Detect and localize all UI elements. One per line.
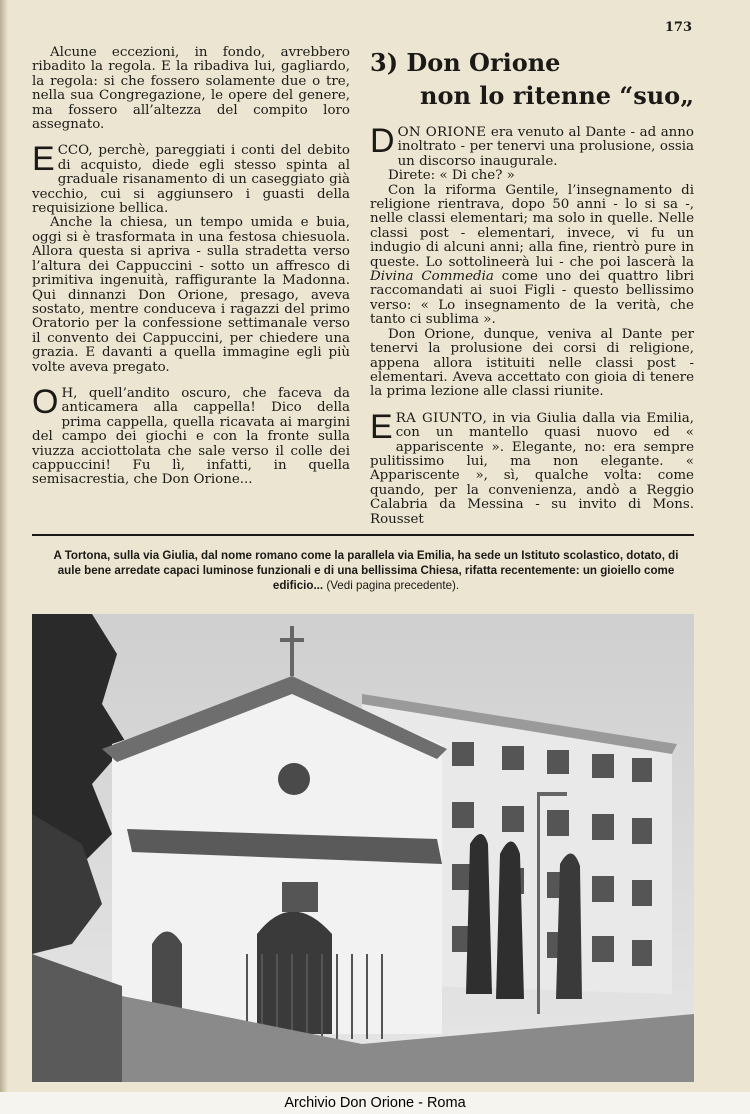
drop-cap: E: [32, 140, 55, 179]
left-paragraph-2: ECCO, perchè, pareggiati i conti del debito di acquisto, diede egli stesso spinta al graduale risanamento di un caseggiato già vecchio, cui si aggiunsero i guasti della requisizione bellica.: [32, 140, 350, 217]
photo-caption: A Tortona, sulla via Giulia, dal nome romano come la parallela via Emilia, ha sede un Istituto scolastico, dotato, di aule bene arredate capaci luminose funzionali e di una bellissima Chiesa, rifatta recentemente: un gioiello come edificio... (Vedi pagina precedente).: [53, 549, 679, 592]
heading-line-2: non lo ritenne “suo„: [420, 81, 694, 110]
article-heading: [370, 46, 694, 112]
archive-footer: Archivio Don Orione - Roma: [284, 1095, 466, 1111]
heading-line-1: 3) Don Orione: [370, 48, 561, 77]
left-column: [32, 46, 350, 488]
church-building-photo: [32, 614, 694, 1082]
right-paragraph-4: Don Orione, dunque, veniva al Dante per tenervi la prolusione dei corsi di religione, appena allora istituiti nelle classi post - elementari. Aveva accettato con gioia di tenere la prima lezione alle classi riunite.: [370, 326, 694, 400]
right-paragraph-5: ERA GIUNTO, in via Giulia dalla via Emilia, con un mantello quasi nuovo ed « appariscente ». Elegante, no: era sempre pulitissimo lui, ma non elegante. « Appariscente », sì, qualche volta: come quando, per la convenienza, andò a Reggio Calabria da Messina - su invito di Mons. Rousset: [370, 407, 694, 527]
page-binding-edge: [0, 0, 8, 1114]
left-paragraph-4: O H, quell’andito oscuro, che faceva da anticamera alla cappella! Dico della prima cappella, quella ricavata ai margini del campo dei giochi e con la fronte sulla viuzza acciottolata che sale verso il colle dei cappuccini! Fu lì, infatti, in quella semisacrestia, che Don Orione...: [32, 382, 350, 488]
right-paragraph-2: Direte: « Di che? »: [388, 168, 515, 184]
drop-cap: E: [370, 407, 393, 446]
drop-cap: O: [32, 382, 59, 421]
right-paragraph-1: DON ORIONE era venuto al Dante - ad anno inoltrato - per tenervi una prolusione, ossia un discorso inaugurale.: [370, 122, 694, 169]
section-divider: [32, 534, 694, 536]
page-number: 173: [664, 20, 692, 35]
drop-cap: D: [370, 122, 395, 160]
left-paragraph-1: Alcune eccezioni, in fondo, avrebbero ribadito la regola. E la ribadiva lui, gagliardo, la regola: si che fossero solamente due o tre, nella sua Congregazione, le opere del genere, ma fossero all’altezza del compito loro assegnato.: [32, 45, 350, 133]
left-paragraph-3: Anche la chiesa, un tempo umida e buia, oggi si è trasformata in una festosa chiesuola. Allora questa si apriva - sulla stradetta verso l’altura dei Cappuccini - sotto un affresco di primitiva ingenuità, raffigurante la Madonna. Qui dinnanzi Don Orione, presago, aveva sostato, mentre conduceva i ragazzi del primo Oratorio per la confessione settimanale verso il convento dei Cappuccini, per chiedere una grazia. E davanti a quella immagine egli più volte aveva pregato.: [32, 215, 350, 375]
right-paragraph-3: Con la riforma Gentile, l’insegnamento di religione rientrava, dopo 50 anni - lo si sa -, nelle classi elementari; ma solo in quelle. Nelle classi post - elementari, invece, vi fu un indugio di alcuni anni; alla fine, rientrò pure in queste. Lo sottolineerà lui - che poi lascerà la Divina Commedia come uno dei quattro libri raccomandati ai suoi Figli - questo bellissimo verso: « Lo insegnamento de la verità, che tanto ci sublima ».: [370, 182, 695, 328]
right-column: [370, 122, 695, 527]
